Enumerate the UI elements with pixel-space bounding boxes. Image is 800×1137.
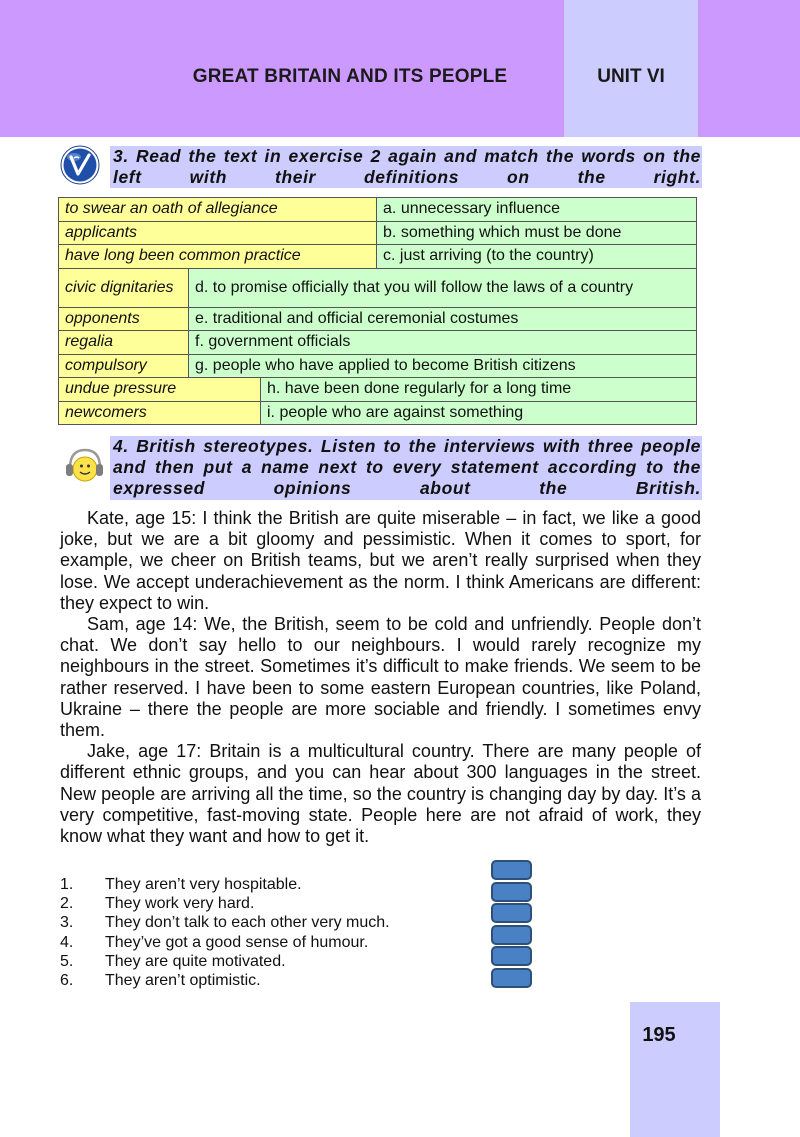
list-item <box>60 913 480 932</box>
definition-cell: f. government officials <box>189 331 697 355</box>
list-item <box>60 875 480 894</box>
definition-cell: e. traditional and official ceremonial costumes <box>189 307 697 331</box>
table-row <box>59 198 697 222</box>
paragraph-jake: Jake, age 17: Britain is a multicultural country. There are many people of different ethnic groups, and you can hear about 300 languages in the street. New people are arriving all the time, so the country is changing day by day. It’s a very competitive, fast-moving state. People here are not afraid of work, they know what they want and how to get it. <box>60 741 701 847</box>
word-cell: have long been common practice <box>59 245 377 269</box>
word-cell: applicants <box>59 221 377 245</box>
statement-number: 3. <box>60 914 74 932</box>
statement-text: They’ve got a good sense of humour. <box>105 933 369 951</box>
paragraph-sam: Sam, age 14: We, the British, seem to be cold and unfriendly. People don’t chat. We don’t say hello to our neighbours. I would rarely recognize my neighbours in the street. Sometimes it’s difficult to make friends. We seem to be rather reserved. I have been to some eastern European countries, like Poland, Ukraine – there the people are more sociable and friendly. I sometimes envy them. <box>60 614 701 741</box>
answer-box[interactable] <box>491 946 532 966</box>
headphones-icon <box>62 444 104 486</box>
table-row <box>59 221 697 245</box>
table-row <box>59 401 697 425</box>
word-cell: civic dignitaries <box>59 268 189 307</box>
definition-cell: h. have been done regularly for a long time <box>261 378 697 402</box>
statement-text: They aren’t very hospitable. <box>105 876 302 893</box>
statement-text: They work very hard. <box>105 895 255 913</box>
page-number-band <box>630 1002 720 1137</box>
unit-label: UNIT VI <box>597 66 665 87</box>
word-cell: compulsory <box>59 354 189 378</box>
table-row <box>59 268 697 307</box>
paragraph-kate: Kate, age 15: I think the British are quite miserable – in fact, we like a good joke, but we are a bit gloomy and pessimistic. When it comes to sport, for example, we cheer on British teams, but we aren’t really surprised when they lose. We accept underachievement as the norm. I think Americans are different: they expect to win. <box>60 508 701 613</box>
statements-list <box>60 875 480 990</box>
statement-text: They don’t talk to each other very much. <box>105 914 390 932</box>
statement-number: 5. <box>60 952 74 970</box>
exercise3-heading: 3. Read the text in exercise 2 again and match the words on the left with their definitions on the right. <box>113 146 701 187</box>
definition-cell: i. people who are against something <box>261 401 697 425</box>
word-cell: undue pressure <box>59 378 261 402</box>
table-row <box>59 331 697 355</box>
definition-cell: a. unnecessary influence <box>377 198 697 222</box>
interview-text <box>60 508 701 847</box>
definition-cell: c. just arriving (to the country) <box>377 245 697 269</box>
list-item <box>60 894 480 913</box>
definition-cell: d. to promise officially that you will follow the laws of a country <box>189 268 697 307</box>
word-cell: newcomers <box>59 401 261 425</box>
statement-number: 4. <box>60 933 74 951</box>
word-cell: to swear an oath of allegiance <box>59 198 377 222</box>
word-cell: regalia <box>59 331 189 355</box>
answer-box[interactable] <box>491 903 532 923</box>
vocabulary-icon <box>60 145 100 185</box>
answer-box[interactable] <box>491 925 532 945</box>
answer-boxes <box>491 860 532 989</box>
statement-text: They are quite motivated. <box>105 952 286 970</box>
word-cell: opponents <box>59 307 189 331</box>
definition-cell: g. people who have applied to become British citizens <box>189 354 697 378</box>
table-row <box>59 245 697 269</box>
matching-table <box>58 197 697 425</box>
table-row <box>59 354 697 378</box>
answer-box[interactable] <box>491 882 532 902</box>
list-item <box>60 952 480 971</box>
statement-text: They aren’t optimistic. <box>105 972 261 990</box>
answer-box[interactable] <box>491 968 532 988</box>
statement-number: 6. <box>60 972 74 990</box>
statement-number: 2. <box>60 895 74 913</box>
table-row <box>59 307 697 331</box>
answer-box[interactable] <box>491 860 532 880</box>
exercise4-heading: 4. British stereotypes. Listen to the interviews with three people and then put a name next to every statement according to the expressed opinions about the British. <box>113 436 701 498</box>
page-title: GREAT BRITAIN AND ITS PEOPLE <box>192 66 508 87</box>
statement-number: 1. <box>60 876 74 893</box>
list-item <box>60 933 480 952</box>
table-row <box>59 378 697 402</box>
list-item <box>60 971 480 990</box>
page-number: 195 <box>642 1024 676 1046</box>
definition-cell: b. something which must be done <box>377 221 697 245</box>
